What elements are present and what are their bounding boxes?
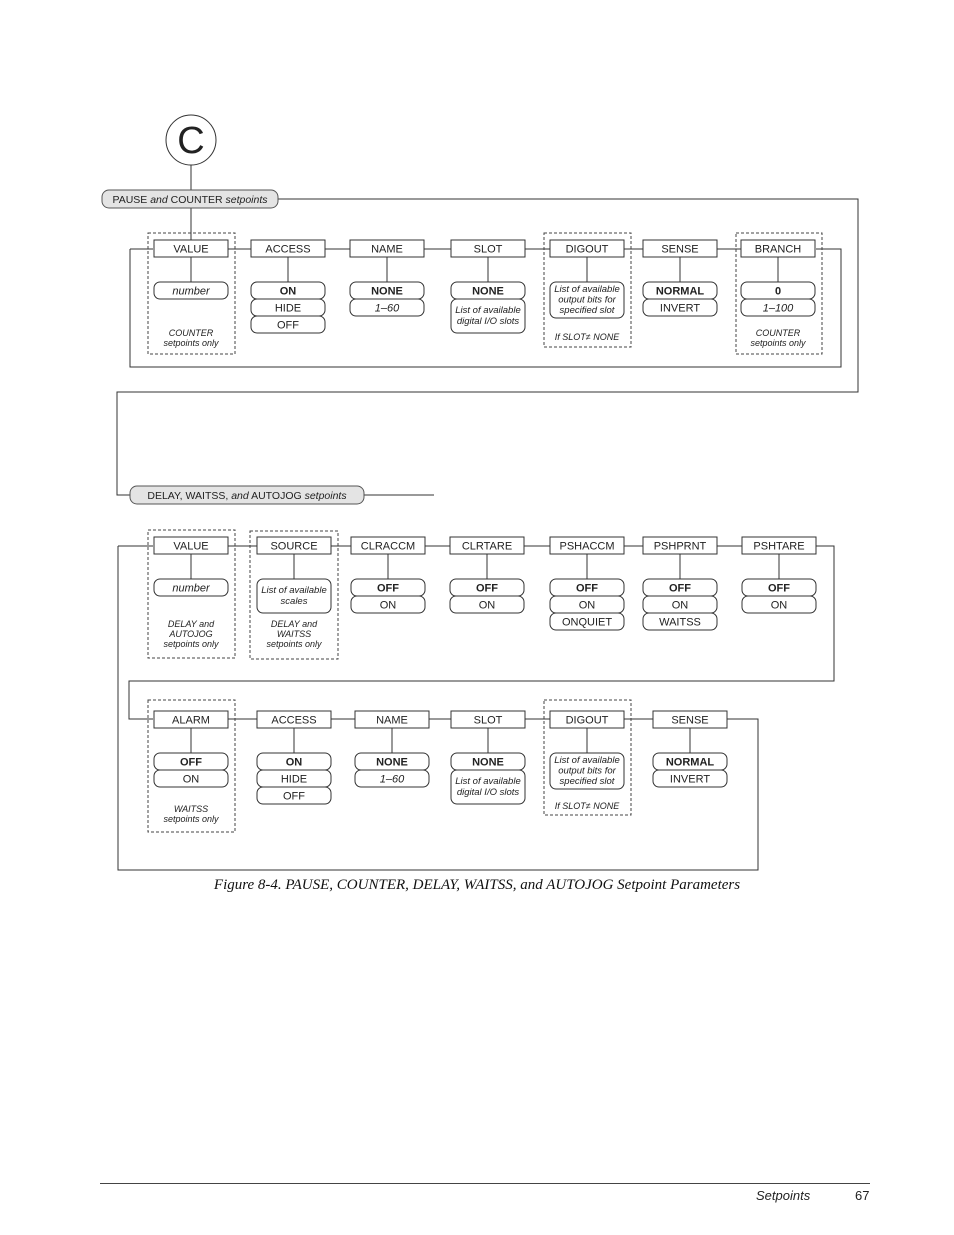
menu-option-label: ON <box>770 599 788 612</box>
group-label-part: AUTOJOG <box>248 490 305 502</box>
menu-node-title: SLOT <box>473 714 503 727</box>
menu-option-label: scales <box>280 596 308 607</box>
menu-note: setpoints only <box>750 338 806 348</box>
menu-option-label: INVERT <box>669 773 711 786</box>
menu-note: setpoints only <box>163 338 219 348</box>
group-label-part: COUNTER <box>167 194 226 206</box>
figure-caption: Figure 8-4. PAUSE, COUNTER, DELAY, WAITSS, and AUTOJOG Setpoint Parameters <box>213 877 741 893</box>
menu-option-label: ON <box>578 599 596 612</box>
footer-rule <box>100 1183 870 1184</box>
menu-option-label: OFF <box>576 582 598 595</box>
menu-node-title: SENSE <box>671 714 709 727</box>
menu-option-label: output bits for <box>558 765 616 777</box>
menu-option-label: NONE <box>472 756 504 769</box>
menu-option-label: digital I/O slots <box>456 316 520 327</box>
group-label-part: and <box>150 194 168 206</box>
menu-option-label: NONE <box>371 285 403 298</box>
menu-node-title: SLOT <box>473 243 503 256</box>
menu-node-title: ACCESS <box>265 243 311 256</box>
menu-option-label: OFF <box>283 790 305 803</box>
menu-note: If SLOT≠ NONE <box>554 801 620 811</box>
menu-option-label: List of available <box>554 755 620 766</box>
menu-node-title: DIGOUT <box>565 243 609 256</box>
menu-option-label: ON <box>671 599 689 612</box>
menu-option-label: NONE <box>376 756 408 769</box>
menu-note: If SLOT≠ NONE <box>554 332 620 342</box>
menu-option-label: HIDE <box>274 302 302 315</box>
menu-option-label: OFF <box>476 582 498 595</box>
menu-option-label: ONQUIET <box>561 616 613 629</box>
connector-label: C <box>177 120 205 162</box>
menu-option-label: specified slot <box>559 305 615 316</box>
group-label-part: setpoints <box>304 490 347 502</box>
menu-node-title: SOURCE <box>270 540 318 553</box>
menu-option-label: ON <box>285 756 303 769</box>
menu-option-label: List of available <box>554 284 620 295</box>
menu-option-label: ON <box>478 599 496 612</box>
menu-node-title: NAME <box>376 714 408 727</box>
menu-option-label: 1–60 <box>374 302 400 315</box>
menu-option-label: OFF <box>669 582 691 595</box>
menu-option-label: NORMAL <box>655 285 705 298</box>
page-number: 67 <box>855 1188 870 1203</box>
menu-option-label: number <box>172 582 210 595</box>
menu-option-label: OFF <box>768 582 790 595</box>
menu-option-label: NONE <box>472 285 504 298</box>
group-label <box>147 490 347 502</box>
menu-node-title: ALARM <box>172 714 210 727</box>
menu-node-title: CLRTARE <box>461 540 513 553</box>
menu-option-label: HIDE <box>280 773 308 786</box>
menu-node-title: BRANCH <box>754 243 802 256</box>
menu-option-label: ON <box>379 599 397 612</box>
menu-option-label: specified slot <box>559 776 615 787</box>
menu-note: AUTOJOG <box>169 629 213 639</box>
menu-option-label: OFF <box>277 319 299 332</box>
menu-note: COUNTER <box>168 328 214 338</box>
menu-option-label: List of available <box>455 776 521 787</box>
menu-option-label: ON <box>182 773 200 786</box>
menu-option-label: List of available <box>455 305 521 316</box>
menu-node-title: VALUE <box>173 243 209 256</box>
menu-option-label: 0 <box>774 285 782 298</box>
menu-note: DELAY and <box>167 619 215 629</box>
menu-note: setpoints only <box>163 639 219 649</box>
menu-option-label: ON <box>279 285 297 298</box>
menu-node-title: CLRACCM <box>360 540 416 553</box>
group-label-part: PAUSE <box>112 194 151 206</box>
menu-note: setpoints only <box>266 639 322 649</box>
menu-option-label: number <box>172 285 210 298</box>
menu-option-label: INVERT <box>659 302 701 315</box>
menu-option-label: NORMAL <box>665 756 715 769</box>
group-label-part: and <box>231 490 249 502</box>
menu-node-title: PSHACCM <box>559 540 615 553</box>
menu-note: WAITSS <box>173 804 209 814</box>
menu-option-label: 1–100 <box>762 302 794 315</box>
menu-option-label: WAITSS <box>659 616 701 629</box>
menu-node-title: PSHPRNT <box>653 540 707 553</box>
menu-node-title: DIGOUT <box>565 714 609 727</box>
menu-option-label: OFF <box>377 582 399 595</box>
menu-note: COUNTER <box>755 328 801 338</box>
menu-node-title: NAME <box>371 243 403 256</box>
menu-node-title: ACCESS <box>271 714 317 727</box>
menu-option-label: output bits for <box>558 294 616 306</box>
group-label-part: setpoints <box>225 194 268 206</box>
menu-node-title: VALUE <box>173 540 209 553</box>
menu-option-label: 1–60 <box>379 773 405 786</box>
connector-line <box>129 546 834 719</box>
menu-note: DELAY and <box>270 619 318 629</box>
group-labels <box>102 190 364 504</box>
menu-note: setpoints only <box>163 814 219 824</box>
menu-node-title: PSHTARE <box>753 540 805 553</box>
menu-option-label: digital I/O slots <box>456 787 520 798</box>
menu-option-label: OFF <box>180 756 202 769</box>
menu-node-title: SENSE <box>661 243 699 256</box>
menu-nodes <box>154 115 816 824</box>
menu-option-label: List of available <box>261 585 327 596</box>
menu-note: WAITSS <box>276 629 312 639</box>
footer-section: Setpoints <box>756 1188 811 1203</box>
group-label-part: DELAY, WAITSS, <box>147 490 232 502</box>
group-label <box>112 194 268 206</box>
